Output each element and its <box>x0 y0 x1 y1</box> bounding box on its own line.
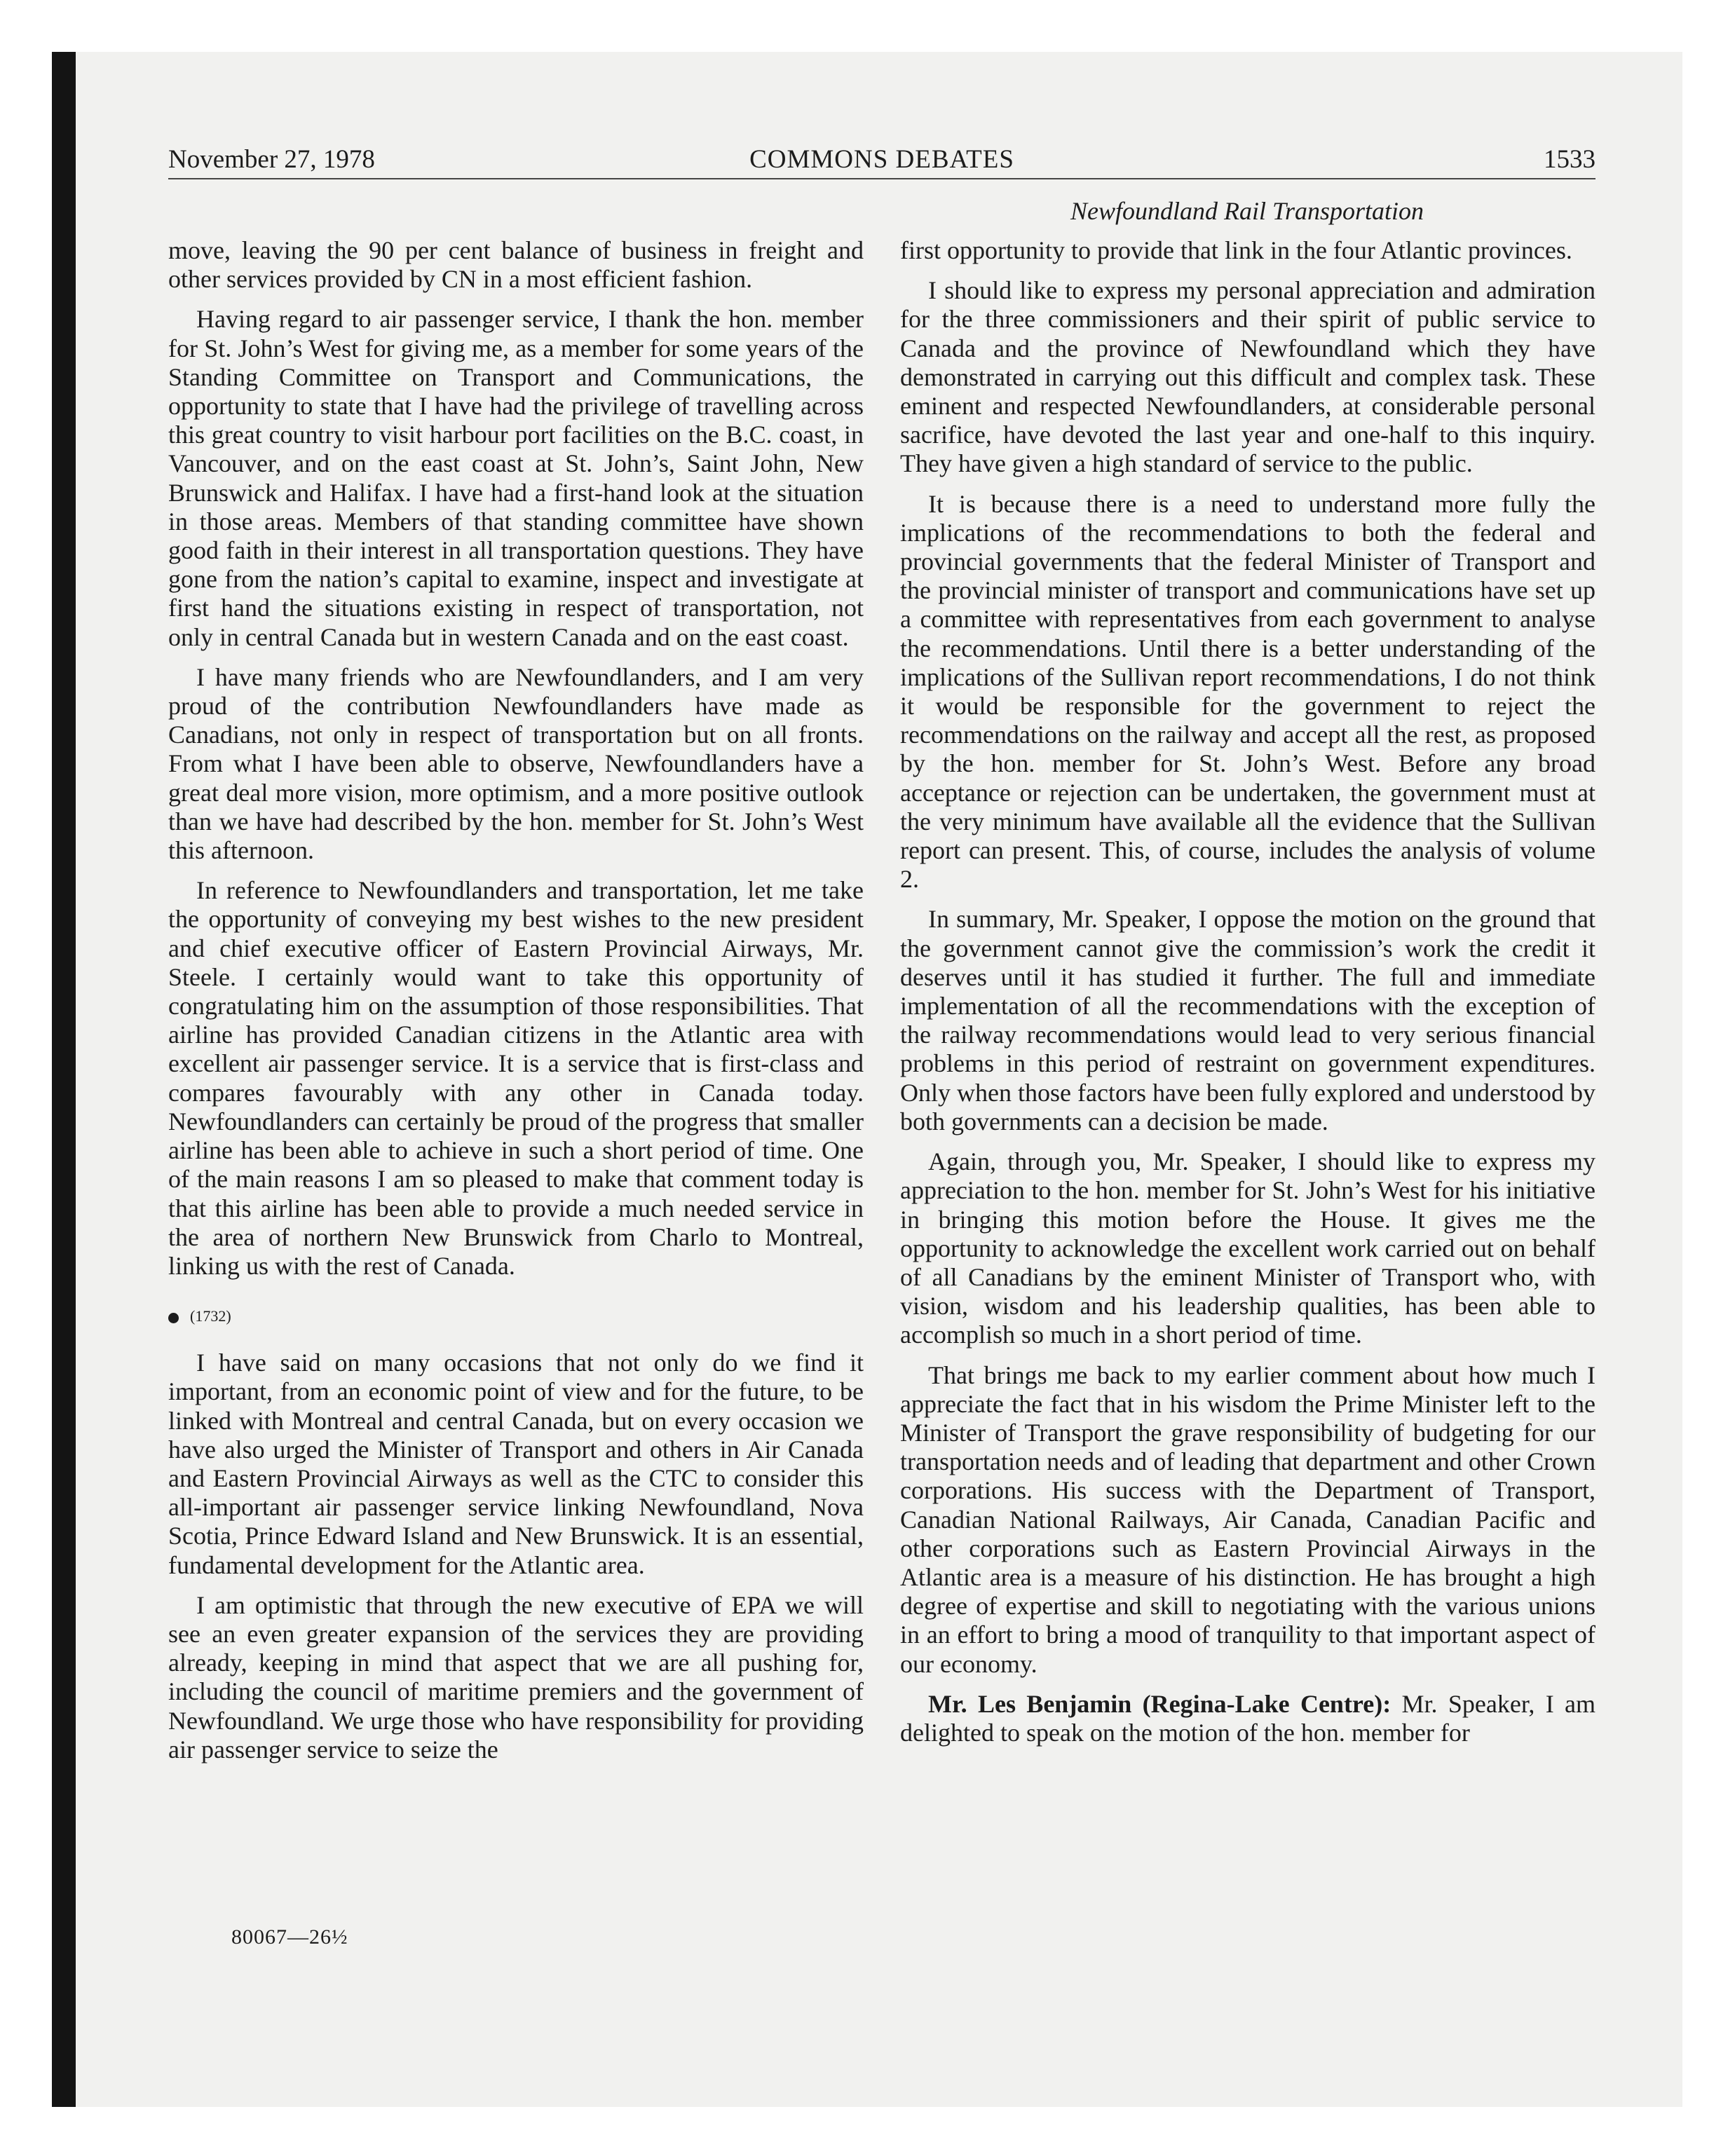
paragraph: I am optimistic that through the new executive of EPA we will see an even greater expansion of the services they are providing already, keeping in mind that aspect that we are all pushing for, including the council of maritime premiers and the government of Newfoundland. We urge those who have responsibility for providing air passenger service to seize the <box>168 1590 864 1763</box>
paragraph: Having regard to air passenger service, I thank the hon. member for St. John’s West for giving me, as a member for some years of the Standing Committee on Transport and Communications, the opportunity to state that I have had the privilege of travelling across this great country to visit harbour port facilities on the B.C. coast, in Vancouver, and on the east coast at St. John’s, Saint John, New Brunswick and Halifax. I have had a first-hand look at the situation in those areas. Members of that standing committee have shown good faith in their interest in all transportation questions. They have gone from the nation’s capital to examine, inspect and investigate at first hand the situations existing in respect of transportation, not only in central Canada but in western Canada and on the east coast. <box>168 305 864 651</box>
paragraph: I should like to express my personal appreciation and admiration for the three commissioners and their spirit of public service to Canada and the province of Newfoundland which they have demonstrated in carrying out this difficult and complex task. These eminent and respected Newfoundlanders, at considerable personal sacrifice, have devoted the last year and one-half to this inquiry. They have given a high standard of service to the public. <box>900 276 1595 478</box>
paragraph: In summary, Mr. Speaker, I oppose the motion on the ground that the government cannot give the commission’s work the credit it deserves until it has studied it further. The full and immediate implementation of all the recommendations with the exception of the railway recommendations would lead to very serious financial problems in this period of restraint on government expenditures. Only when those factors have been fully explored and understood by both governments can a decision be made. <box>900 905 1595 1135</box>
paragraph: In reference to Newfoundlanders and transportation, let me take the opportunity of conveying my best wishes to the new president and chief executive officer of Eastern Provincial Airways, Mr. Steele. I certainly would want to take this opportunity of congratulating him on the assumption of those responsibilities. That airline has provided Canadian citizens in the Atlantic area with excellent air passenger service. It is a service that is first-class and compares favourably with any other in Canada today. Newfoundlanders can certainly be proud of the progress that smaller airline has been able to achieve in such a short period of time. One of the main reasons I am so pleased to make that comment today is that this airline has been able to provide a much needed service in the area of northern New Brunswick from Charlo to Montreal, linking us with the rest of Canada. <box>168 876 864 1280</box>
paragraph: move, leaving the 90 per cent balance of business in freight and other services provided by CN in a most efficient fashion. <box>168 236 864 294</box>
header-title: COMMONS DEBATES <box>749 145 1014 174</box>
running-head: Newfoundland Rail Transportation <box>1070 197 1424 225</box>
paragraph: Again, through you, Mr. Speaker, I should like to express my appreciation to the hon. member for St. John’s West for his initiative in bringing this motion before the House. It gives me the opportunity to acknowledge the excellent work carried out on behalf of all Canadians by the eminent Minister of Transport who, with vision, wisdom and his leadership qualities, has been able to accomplish so much in a short period of time. <box>900 1147 1595 1349</box>
paragraph: That brings me back to my earlier comment about how much I appreciate the fact that in his wisdom the Prime Minister left to the Minister of Transport the grave responsibility of budgeting for our transportation needs and of leading that department and other Crown corporations. His success with the Department of Transport, Canadian National Railways, Air Canada, Canadian Pacific and other corporations such as Eastern Provincial Airways in the Atlantic area is a measure of his distinction. He has brought a high degree of expertise and skill to negotiating with the various unions in an effort to bring a mood of tranquility to that important aspect of our economy. <box>900 1360 1595 1678</box>
paragraph: I have many friends who are Newfoundlanders, and I am very proud of the contribution Newfoundlanders have made as Canadians, not only in respect of transportation but on all fronts. From what I have been able to observe, Newfoundlanders have a great deal more vision, more optimism, and a more positive outlook than we have had described by the hon. member for St. John’s West this afternoon. <box>168 662 864 865</box>
header-page-number: 1533 <box>1544 145 1595 174</box>
footer-print-code: 80067—26½ <box>231 1925 348 1949</box>
page-header <box>168 142 1595 179</box>
right-column <box>900 236 1595 1759</box>
speaker-name: Mr. Les Benjamin (Regina-Lake Centre): <box>928 1689 1392 1718</box>
paragraph: first opportunity to provide that link in the four Atlantic provinces. <box>900 236 1572 264</box>
speaker-paragraph <box>900 1690 1595 1747</box>
paragraph: I have said on many occasions that not only do we find it important, from an economic point of view and for the future, to be linked with Montreal and central Canada, but on every occasion we have also urged the Minister of Transport and others in Air Canada and Eastern Provincial Airways as well as the CTC to consider this all-important air passenger service linking Newfoundland, Nova Scotia, Prince Edward Island and New Brunswick. It is an essential, fundamental development for the Atlantic area. <box>168 1349 864 1579</box>
speaker-text: Mr. Speaker, I am delighted to speak on the motion of the hon. member for <box>900 1689 1595 1747</box>
left-column <box>168 236 864 1775</box>
paragraph: It is because there is a need to understand more fully the implications of the recommendations to both the federal and provincial governments that the federal Minister of Transport and the provincial minister of transport and communications have set up a committee with representatives from each government to analyse the recommendations. Until there is a better understanding of the implications of the Sullivan report recommendations, I do not think it would be responsible for the government to reject the recommendations on the railway and accept all the rest, as proposed by the hon. member for St. John’s West. Before any broad acceptance or rejection can be undertaken, the government must at the very minimum have available all the evidence that the Sullivan report can present. This, of course, includes the analysis of volume 2. <box>900 489 1595 894</box>
header-date: November 27, 1978 <box>168 145 375 174</box>
scan-edge-shadow <box>52 52 76 2107</box>
bullet-icon <box>168 1313 179 1323</box>
time-marker <box>168 1302 864 1330</box>
time-marker-text: (1732) <box>190 1307 231 1325</box>
